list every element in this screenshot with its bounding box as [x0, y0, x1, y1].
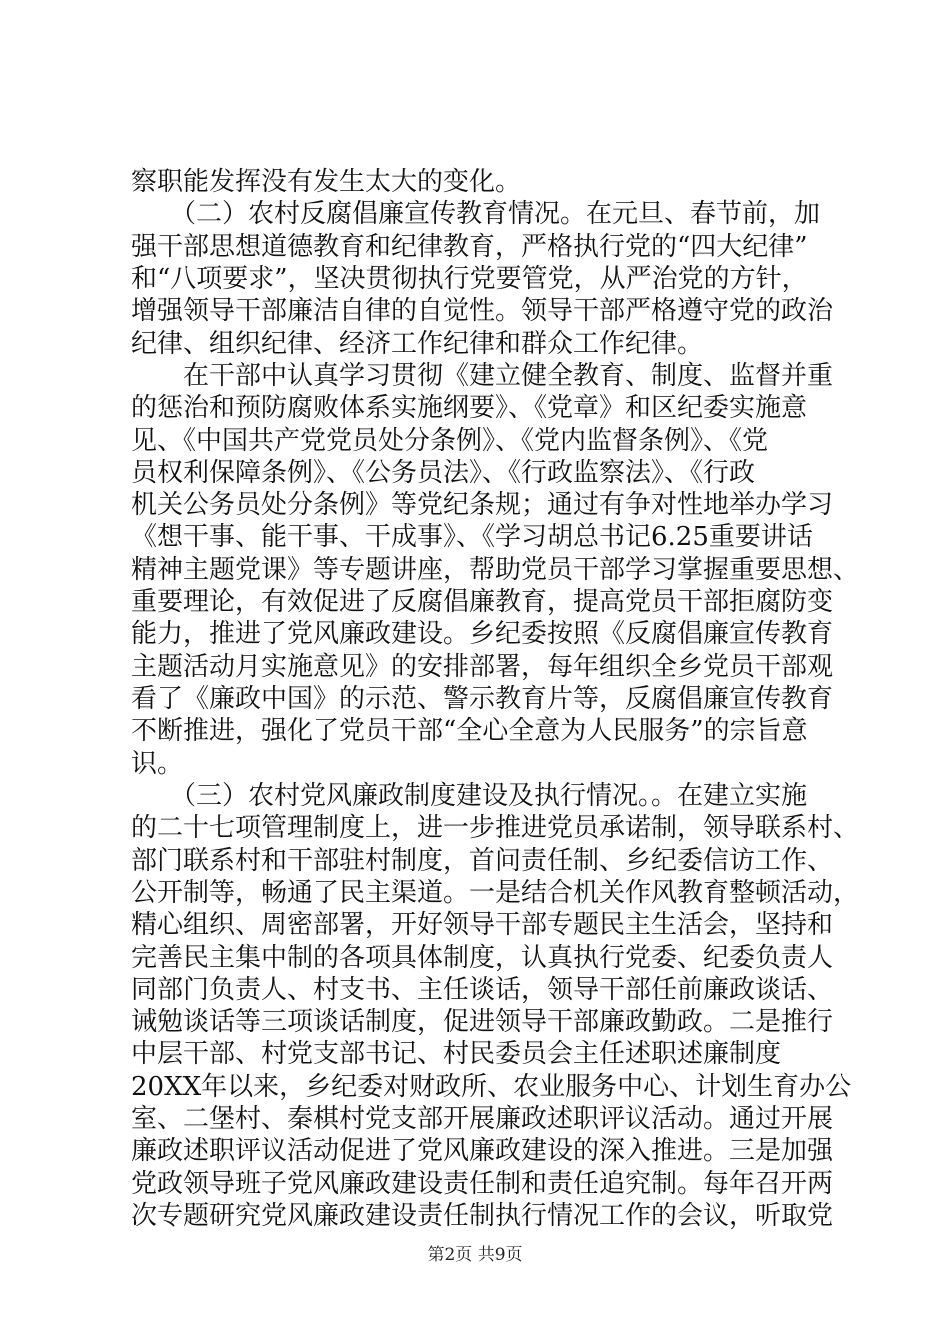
- text-line: 公开制等，畅通了民主渠道。一是结合机关作风教育整顿活动，: [131, 878, 860, 908]
- text-line: 纪律、组织纪律、经济工作纪律和群众工作纪律。: [131, 329, 704, 359]
- text-line: 察职能发挥没有发生太大的变化。: [131, 167, 522, 197]
- text-line: 的二十七项管理制度上，进一步推进党员承诺制，领导联系村、: [131, 813, 860, 843]
- text-line: 在干部中认真学习贯彻《建立健全教育、制度、监督并重: [131, 361, 834, 391]
- text-line: 党政领导班子党风廉政建设责任制和责任追究制。每年召开两: [131, 1169, 834, 1199]
- text-line: 同部门负责人、村支书、主任谈话，领导干部任前廉政谈话、: [131, 975, 834, 1005]
- text-line: 次专题研究党风廉政建设责任制执行情况工作的会议，听取党: [131, 1201, 834, 1231]
- text-line: 中层干部、村党支部书记、村民委员会主任述职述廉制度: [131, 1039, 782, 1069]
- page-number-footer: 第2页 共9页: [427, 1245, 523, 1265]
- text-line: 室、二堡村、秦棋村党支部开展廉政述职评议活动。通过开展: [131, 1104, 834, 1134]
- text-line: 精心组织、周密部署，开好领导干部专题民主生活会，坚持和: [131, 910, 834, 940]
- text-line: （二）农村反腐倡廉宣传教育情况。在元旦、春节前，加: [131, 199, 821, 229]
- text-line: 完善民主集中制的各项具体制度，认真执行党委、纪委负责人: [131, 943, 834, 973]
- text-line: 精神主题党课》等专题讲座，帮助党员干部学习掌握重要思想、: [131, 555, 860, 585]
- text-line: 不断推进，强化了党员干部“全心全意为人民服务”的宗旨意: [131, 716, 808, 746]
- text-line: 员权利保障条例》、《公务员法》、《行政监察法》、《行政: [131, 458, 756, 488]
- text-line: 机关公务员处分条例》等党纪条规；通过有争对性地举办学习: [131, 490, 834, 520]
- text-line: 见、《中国共产党党员处分条例》、《党内监督条例》、《党: [131, 426, 769, 456]
- text-line: 和“八项要求”，坚决贯彻执行党要管党，从严治党的方针，: [131, 264, 808, 294]
- text-line: 看了《廉政中国》的示范、警示教育片等，反腐倡廉宣传教育: [131, 684, 834, 714]
- text-line: 强干部思想道德教育和纪律教育，严格执行党的“四大纪律”: [131, 232, 808, 262]
- text-line: 20XX年以来，乡纪委对财政所、农业服务中心、计划生育办公: [131, 1072, 852, 1102]
- text-line: 《想干事、能干事、干成事》、《学习胡总书记6.25重要讲话: [131, 522, 813, 552]
- text-line: 增强领导干部廉洁自律的自觉性。领导干部严格遵守党的政治: [131, 296, 834, 326]
- text-line: 诫勉谈话等三项谈话制度，促进领导干部廉政勤政。二是推行: [131, 1007, 834, 1037]
- text-line: 廉政述职评议活动促进了党风廉政建设的深入推进。三是加强: [131, 1136, 834, 1166]
- text-line: 部门联系村和干部驻村制度，首问责任制、乡纪委信访工作、: [131, 846, 834, 876]
- text-line: 识。: [131, 749, 184, 779]
- text-line: （三）农村党风廉政制度建设及执行情况。。在建立实施: [131, 781, 808, 811]
- text-line: 重要理论，有效促进了反腐倡廉教育，提高党员干部拒腐防变: [131, 587, 834, 617]
- text-line: 主题活动月实施意见》的安排部署，每年组织全乡党员干部观: [131, 652, 834, 682]
- text-line: 能力，推进了党风廉政建设。乡纪委按照《反腐倡廉宣传教育: [131, 619, 834, 649]
- text-line: 的惩治和预防腐败体系实施纲要》、《党章》和区纪委实施意: [131, 393, 808, 423]
